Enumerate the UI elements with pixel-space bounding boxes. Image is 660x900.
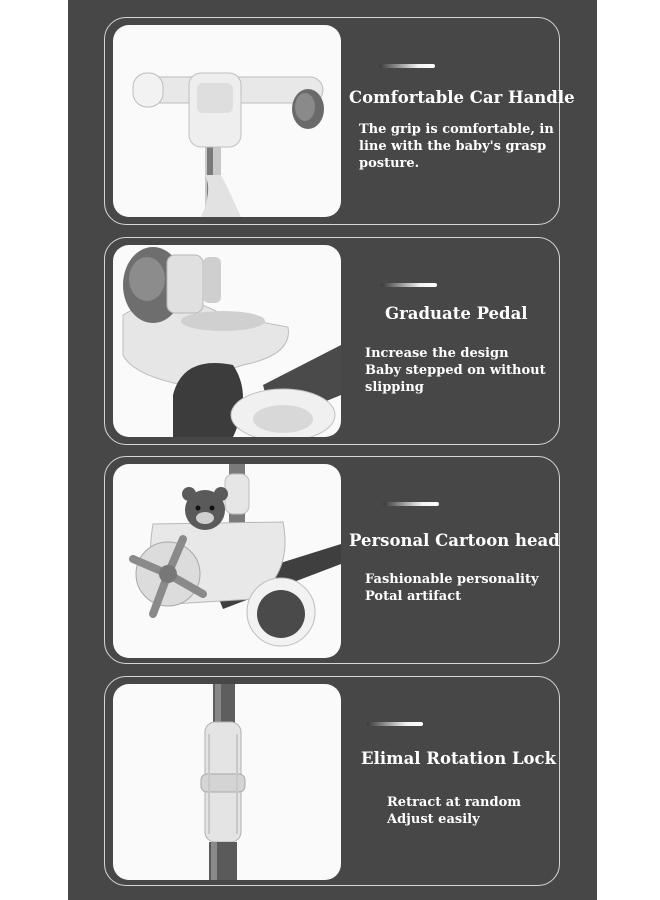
feature-title: Elimal Rotation Lock <box>361 749 557 768</box>
feature-card-handle <box>104 17 575 225</box>
feature-title: Personal Cartoon head <box>349 531 560 550</box>
feature-title: Comfortable Car Handle <box>349 88 575 107</box>
feature-description: The grip is comfortable, in line with the baby's grasp posture. <box>359 122 554 171</box>
feature-description: Retract at random Adjust easily <box>387 795 521 827</box>
cartoon-head-illustration <box>113 464 341 658</box>
feature-card-cartoon-head <box>104 456 560 664</box>
feature-title: Graduate Pedal <box>385 304 528 323</box>
pedal-photo <box>113 245 341 437</box>
feature-card-rotation-lock <box>104 676 560 886</box>
feature-card-pedal <box>104 237 560 445</box>
accent-bar <box>381 283 437 287</box>
accent-bar <box>383 502 439 506</box>
accent-bar <box>379 64 435 68</box>
accent-bar <box>367 722 423 726</box>
feature-description: Increase the design Baby stepped on without slipping <box>365 346 546 395</box>
rotation-lock-illustration <box>113 684 341 880</box>
cartoon-head-photo <box>113 464 341 658</box>
rotation-lock-photo <box>113 684 341 880</box>
feature-description: Fashionable personality Potal artifact <box>365 572 539 604</box>
handle-illustration <box>113 25 341 217</box>
handle-photo <box>113 25 341 217</box>
pedal-illustration <box>113 245 341 437</box>
